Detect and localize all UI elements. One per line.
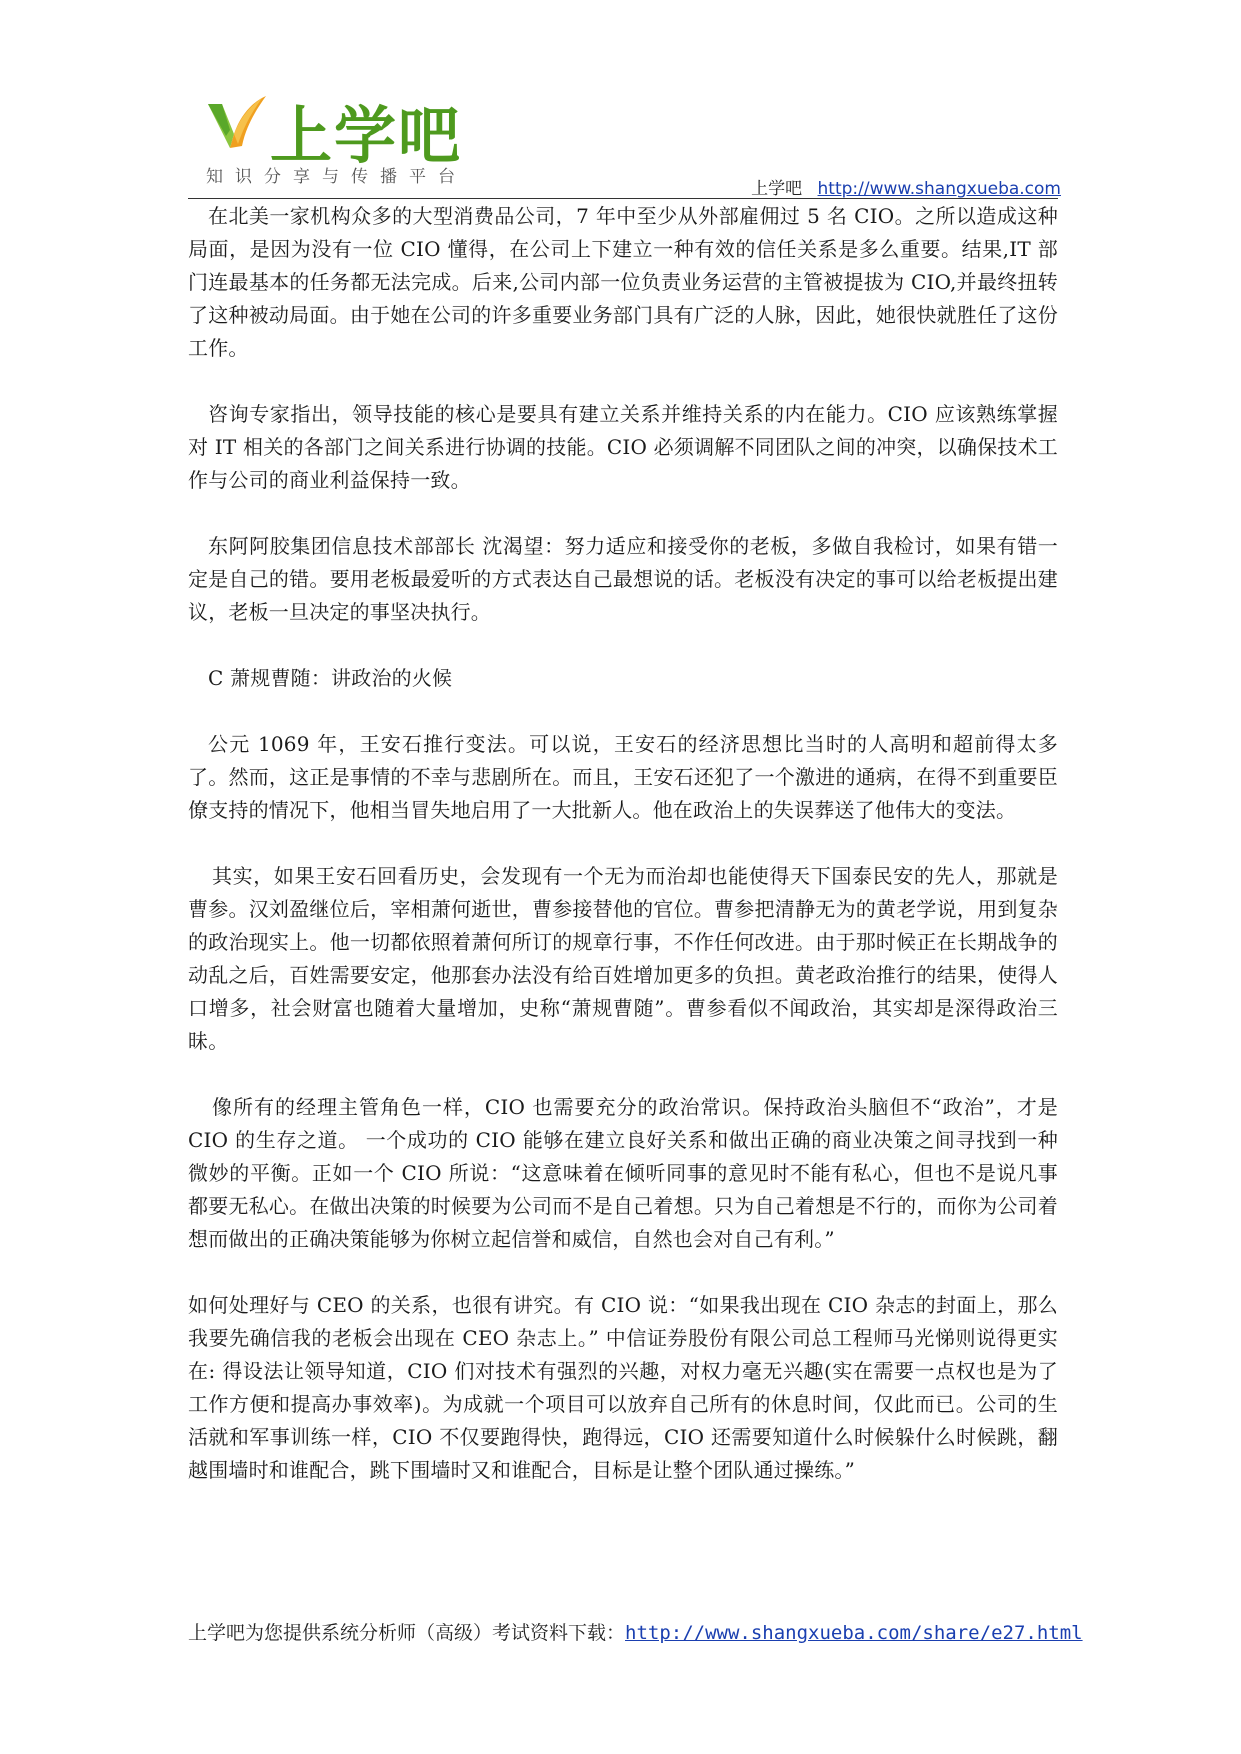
footer-text: 上学吧为您提供系统分析师（高级）考试资料下载：	[188, 1622, 626, 1644]
header-site-link[interactable]: http://www.shangxueba.com	[817, 179, 1061, 199]
paragraph: 其实，如果王安石回看历史，会发现有一个无为而治却也能使得天下国泰民安的先人，那就是曹参。汉刘盈继位后，宰相萧何逝世，曹参接替他的官位。曹参把清静无为的黄老学说，用到复杂的政治现实上。他一切都依照着萧何所订的规章行事，不作任何改进。由于那时候正在长期战争的动乱之后，百姓需要安定，他那套办法没有给百姓增加更多的负担。黄老政治推行的结果，使得人口增多，社会财富也随着大量增加，史称“萧规曹随”。曹参看似不闻政治，其实却是深得政治三昧。	[188, 864, 1058, 1053]
paragraph: 公元 1069 年，王安石推行变法。可以说，王安石的经济思想比当时的人高明和超前得太多了。然而，这正是事情的不幸与悲剧所在。而且，王安石还犯了一个激进的通病，在得不到重要臣僚支持的情况下，他相当冒失地启用了一大批新人。他在政治上的失误葬送了他伟大的变法。	[188, 732, 1058, 822]
paragraph: 像所有的经理主管角色一样，CIO 也需要充分的政治常识。保持政治头脑但不“政治”，才是 CIO 的生存之道。 一个成功的 CIO 能够在建立良好关系和做出正确的商业决策之间寻找到一种微妙的平衡。正如一个 CIO 所说：“这意味着在倾听同事的意见时不能有私心，但也不是说凡事都要无私心。在做出决策的时候要为公司而不是自己着想。只为自己着想是不行的，而你为公司着想而做出的正确决策能够为你树立起信誉和威信，自然也会对自己有利。”	[188, 1095, 1058, 1251]
page-footer	[188, 1618, 1083, 1645]
paragraph: 如何处理好与 CEO 的关系，也很有讲究。有 CIO 说：“如果我出现在 CIO 杂志的封面上，那么我要先确信我的老板会出现在 CEO 杂志上。” 中信证券股份有限公司总工程师马光悌则说得更实在: 得设法让领导知道，CIO 们对技术有强烈的兴趣，对权力毫无兴趣(实在需要一点权也是为了工作方便和提高办事效率)。为成就一个项目可以放弃自己所有的休息时间，仅此而已。公司的生活就和军事训练一样，CIO 不仅要跑得快，跑得远，CIO 还需要知道什么时候躲什么时候跳，翻越围墙时和谁配合，跳下围墙时又和谁配合，目标是让整个团队通过操练。”	[188, 1293, 1058, 1482]
paragraph: 咨询专家指出，领导技能的核心是要具有建立关系并维持关系的内在能力。CIO 应该熟练掌握对 IT 相关的各部门之间关系进行协调的技能。CIO 必须调解不同团队之间的冲突，以确保技术工作与公司的商业利益保持一致。	[188, 402, 1058, 492]
logo-wordmark: 上学吧	[270, 99, 463, 172]
site-logo[interactable]	[200, 90, 467, 190]
logo-tagline: 知识分享与传播平台	[206, 167, 467, 187]
leaf-check-icon	[200, 90, 270, 160]
paragraph: 在北美一家机构众多的大型消费品公司，7 年中至少从外部雇佣过 5 名 CIO。之所以造成这种局面，是因为没有一位 CIO 懂得，在公司上下建立一种有效的信任关系是多么重要。结果,IT 部门连最基本的任务都无法完成。后来,公司内部一位负责业务运营的主管被提拔为 CIO,并最终扭转了这种被动局面。由于她在公司的许多重要业务部门具有广泛的人脉，因此，她很快就胜任了这份工作。	[188, 204, 1058, 360]
header-site-name: 上学吧	[751, 179, 803, 199]
article-body	[188, 200, 1058, 1487]
header-site-info	[751, 174, 1061, 199]
header-divider	[188, 198, 1058, 199]
footer-download-link[interactable]: http://www.shangxueba.com/share/e27.html	[625, 1622, 1083, 1644]
section-heading: C 萧规曹随：讲政治的火候	[208, 666, 453, 690]
paragraph: 东阿阿胶集团信息技术部部长 沈渴望：努力适应和接受你的老板，多做自我检讨，如果有错一定是自己的错。要用老板最爱听的方式表达自己最想说的话。老板没有决定的事可以给老板提出建议，老板一旦决定的事坚决执行。	[188, 534, 1058, 624]
